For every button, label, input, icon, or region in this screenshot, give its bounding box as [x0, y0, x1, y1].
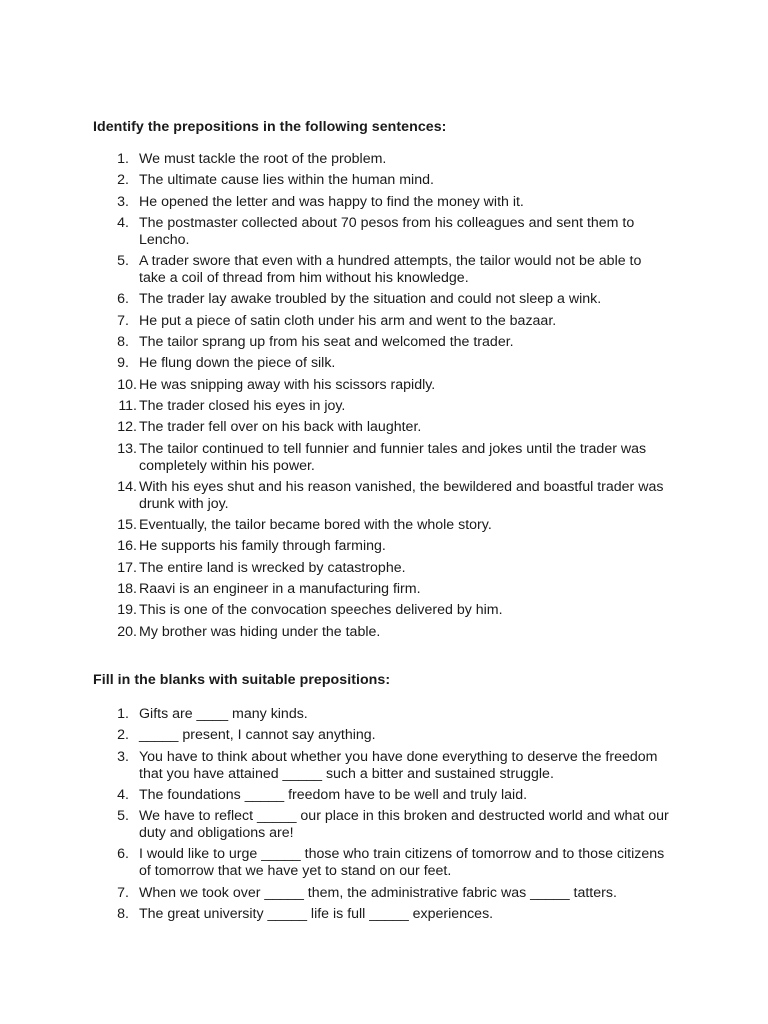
- item-number: 7.: [117, 884, 129, 901]
- item-number: 6.: [117, 846, 129, 863]
- list-item: [0, 253, 669, 287]
- item-text: The great university _____ life is full _____ experiences.: [139, 906, 494, 923]
- item-number: 4.: [117, 786, 129, 803]
- item-number: 15.: [117, 517, 137, 534]
- item-number: 6.: [117, 291, 129, 308]
- list-item: [0, 846, 669, 880]
- item-number: 4.: [117, 214, 129, 231]
- item-text: The entire land is wrecked by catastrophe.: [139, 559, 406, 576]
- item-number: 20.: [117, 623, 137, 640]
- item-text: He supports his family through farming.: [139, 538, 386, 555]
- item-number: 3.: [117, 748, 129, 765]
- item-text: _____ present, I cannot say anything.: [139, 727, 376, 744]
- item-text: He flung down the piece of silk.: [139, 355, 336, 372]
- item-text: The foundations _____ freedom have to be well and truly laid.: [139, 786, 528, 803]
- item-text: The tailor sprang up from his seat and welcomed the trader.: [139, 334, 514, 351]
- list-item: [0, 517, 669, 534]
- item-text: With his eyes shut and his reason vanished, the bewildered and boastful trader was drunk with joy.: [139, 478, 664, 512]
- item-text: I would like to urge _____ those who train citizens of tomorrow and to those citizens of tomorrow that we have yet to stand on our feet.: [139, 846, 665, 880]
- item-text: We must tackle the root of the problem.: [139, 151, 387, 167]
- section2-list: [0, 706, 768, 927]
- item-text: My brother was hiding under the table.: [139, 623, 381, 640]
- list-item: [0, 787, 669, 804]
- item-number: 1.: [117, 706, 129, 722]
- list-item: [0, 906, 669, 923]
- item-text: A trader swore that even with a hundred attempts, the tailor would not be able to take a coil of thread from him without his knowledge.: [139, 253, 642, 287]
- list-item: [0, 377, 669, 394]
- list-item: [0, 560, 669, 577]
- item-number: 1.: [117, 151, 129, 167]
- list-item: [0, 172, 669, 189]
- item-text: The postmaster collected about 70 pesos from his colleagues and sent them to Lencho.: [139, 214, 635, 248]
- list-item: [0, 215, 669, 249]
- item-text: The trader fell over on his back with laughter.: [139, 419, 422, 436]
- item-number: 9.: [117, 355, 129, 372]
- item-number: 16.: [117, 538, 137, 555]
- section1-list: [0, 151, 768, 645]
- list-item: [0, 398, 669, 415]
- list-item: [0, 706, 669, 723]
- item-text: Raavi is an engineer in a manufacturing firm.: [139, 581, 421, 598]
- item-text: When we took over _____ them, the administrative fabric was _____ tatters.: [139, 884, 617, 901]
- list-item: [0, 313, 669, 330]
- item-text: Gifts are ____ many kinds.: [139, 706, 308, 722]
- item-number: 2.: [117, 727, 129, 744]
- item-number: 8.: [117, 334, 129, 351]
- item-number: 13.: [117, 440, 137, 457]
- list-item: [0, 581, 669, 598]
- list-item: [0, 727, 669, 744]
- list-item: [0, 441, 669, 475]
- item-number: 5.: [117, 253, 129, 270]
- item-text: We have to reflect _____ our place in this broken and destructed world and what our duty and obligations are!: [139, 808, 669, 842]
- item-text: This is one of the convocation speeches delivered by him.: [139, 602, 503, 619]
- item-text: The trader lay awake troubled by the situation and could not sleep a wink.: [139, 291, 602, 308]
- item-text: He put a piece of satin cloth under his arm and went to the bazaar.: [139, 312, 557, 329]
- item-text: The trader closed his eyes in joy.: [139, 397, 346, 414]
- item-number: 2.: [117, 172, 129, 189]
- item-number: 8.: [117, 906, 129, 923]
- list-item: [0, 291, 669, 308]
- item-text: Eventually, the tailor became bored with the whole story.: [139, 517, 492, 534]
- item-number: 19.: [117, 602, 137, 619]
- list-item: [0, 602, 669, 619]
- list-item: [0, 885, 669, 902]
- list-item: [0, 194, 669, 211]
- item-number: 11.: [118, 397, 137, 414]
- item-number: 18.: [117, 581, 137, 598]
- list-item: [0, 749, 669, 783]
- item-number: 5.: [117, 808, 129, 825]
- item-text: The tailor continued to tell funnier and funnier tales and jokes until the trader was completely within his power.: [139, 440, 647, 474]
- list-item: [0, 808, 669, 842]
- list-item: [0, 624, 669, 641]
- list-item: [0, 151, 669, 168]
- item-number: 7.: [117, 312, 129, 329]
- item-number: 3.: [117, 193, 129, 210]
- item-number: 17.: [117, 559, 137, 576]
- list-item: [0, 479, 669, 513]
- item-number: 10.: [117, 376, 137, 393]
- item-text: You have to think about whether you have done everything to deserve the freedom that you have attained _____ such a bitter and sustained struggle.: [139, 748, 658, 782]
- section2-heading: Fill in the blanks with suitable prepositions:: [93, 672, 391, 688]
- item-text: He opened the letter and was happy to find the money with it.: [139, 193, 524, 210]
- item-number: 14.: [117, 478, 137, 495]
- list-item: [0, 419, 669, 436]
- list-item: [0, 334, 669, 351]
- list-item: [0, 355, 669, 372]
- item-number: 12.: [117, 419, 137, 436]
- list-item: [0, 538, 669, 555]
- item-text: He was snipping away with his scissors rapidly.: [139, 376, 436, 393]
- section1-heading: Identify the prepositions in the following sentences:: [93, 119, 447, 135]
- item-text: The ultimate cause lies within the human mind.: [139, 172, 434, 189]
